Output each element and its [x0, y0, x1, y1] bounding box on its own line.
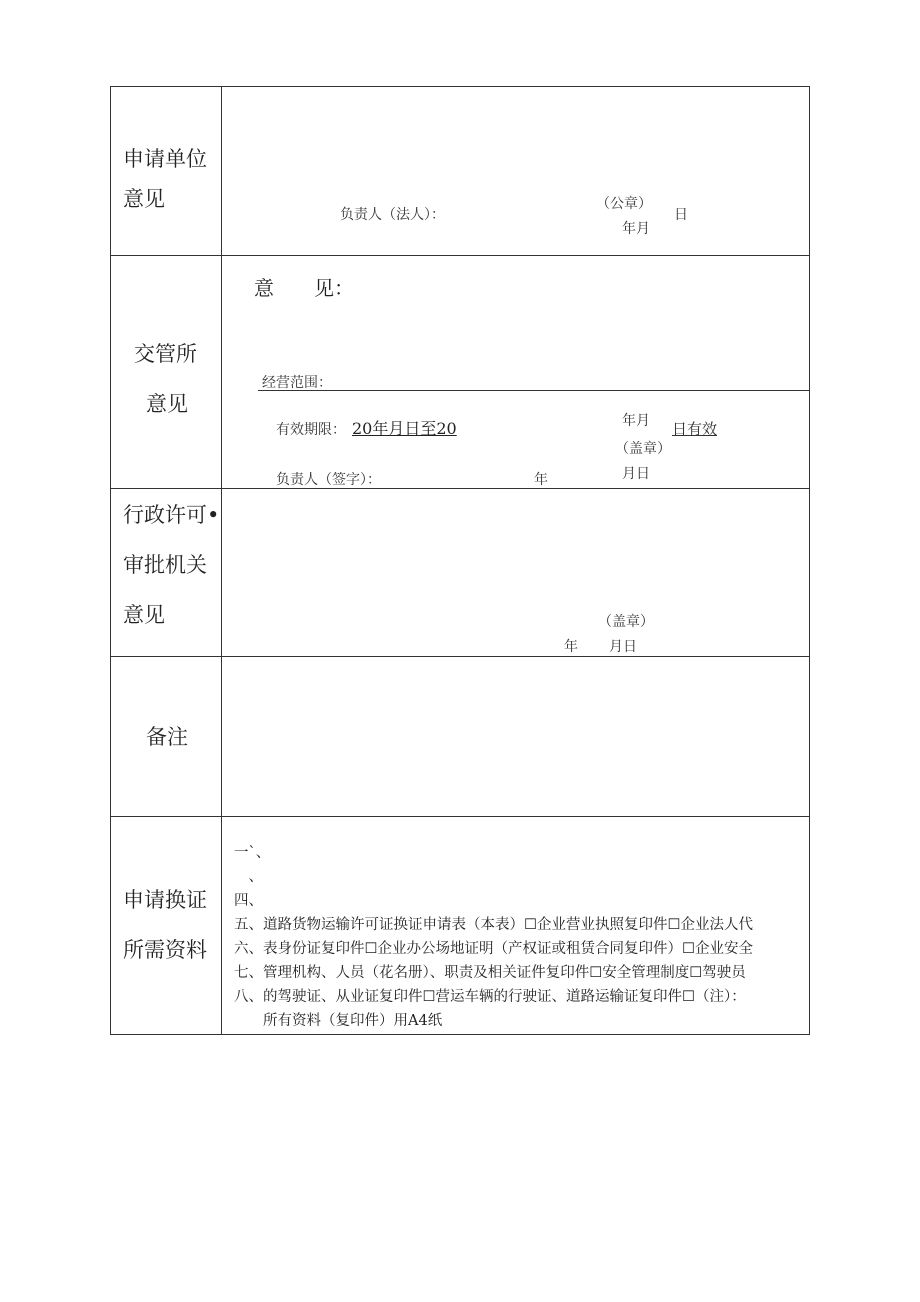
admin-authority-opinion-row — [111, 489, 810, 657]
materials-line-2: 、 — [234, 869, 263, 885]
traffic-office-content-cell[interactable] — [222, 256, 810, 489]
validity-period-end[interactable]: 日有效 — [672, 420, 718, 438]
traffic-office-label-cell — [111, 256, 222, 489]
business-scope-line[interactable] — [258, 390, 809, 391]
traffic-office-date-year: 年 — [534, 472, 548, 488]
permit-renewal-form-table — [110, 86, 810, 1035]
applicant-date-day: 日 — [674, 207, 688, 223]
admin-authority-seal-label: （盖章） — [598, 614, 654, 630]
business-scope-label: 经营范围： — [262, 375, 332, 391]
applicant-opinion-label-cell — [111, 87, 222, 256]
applicant-responsible-label: 负责人（法人）： — [340, 207, 445, 223]
applicant-opinion-row — [111, 87, 810, 256]
admin-authority-date-md: 月日 — [609, 639, 637, 655]
required-materials-content-cell — [222, 817, 810, 1035]
admin-authority-label-cell — [111, 489, 222, 657]
validity-period-value[interactable]: 20年月日至20 — [352, 419, 457, 438]
required-materials-label-line2: 所需资料 — [123, 938, 207, 962]
materials-line-1: 一`、 — [234, 845, 271, 861]
materials-line-7[interactable]: 八、的驾驶证、从业证复印件☐营运车辆的行驶证、道路运输证复印件☐（注）： — [234, 989, 746, 1005]
materials-line-4[interactable]: 五、道路货物运输许可证换证申请表（本表）☐企业营业执照复印件☐企业法人代 — [234, 917, 753, 933]
validity-period-label: 有效期限： — [276, 422, 346, 438]
admin-authority-content-cell[interactable] — [222, 489, 810, 657]
validity-period-ym: 年月 — [622, 413, 650, 429]
applicant-label-line2: 意见 — [123, 187, 165, 211]
applicant-seal-label: （公章） — [596, 196, 652, 212]
applicant-label-line1: 申请单位 — [123, 147, 207, 171]
traffic-office-seal-label: （盖章） — [615, 441, 671, 457]
admin-authority-label-line3: 意见 — [123, 603, 165, 627]
materials-line-8: 所有资料（复印件）用A4纸 — [234, 1013, 443, 1029]
materials-line-6[interactable]: 七、管理机构、人员（花名册）、职责及相关证件复印件☐安全管理制度☐驾驶员 — [234, 965, 746, 981]
traffic-office-date-md: 月日 — [622, 466, 650, 482]
remarks-label: 备注 — [146, 725, 188, 749]
admin-authority-label-line1: 行政许可• — [123, 503, 220, 527]
admin-authority-date-year: 年 — [564, 639, 578, 655]
applicant-date-ym: 年月 — [622, 221, 650, 237]
required-materials-row — [111, 817, 810, 1035]
traffic-office-opinion-row — [111, 256, 810, 489]
required-materials-label-line1: 申请换证 — [123, 888, 207, 912]
remarks-label-cell — [111, 657, 222, 817]
traffic-office-opinion-title: 意 见： — [254, 276, 354, 300]
required-materials-label-cell — [111, 817, 222, 1035]
remarks-row — [111, 657, 810, 817]
applicant-opinion-content-cell[interactable] — [222, 87, 810, 256]
traffic-office-responsible-label: 负责人（签字）： — [276, 472, 381, 488]
materials-line-3: 四、 — [234, 893, 263, 909]
materials-line-5[interactable]: 六、表身份证复印件☐企业办公场地证明（产权证或租赁合同复印件）☐企业安全 — [234, 941, 753, 957]
traffic-office-label-line1: 交管所 — [134, 342, 197, 366]
traffic-office-label-line2: 意见 — [146, 392, 188, 416]
required-materials-list — [234, 841, 753, 1033]
remarks-content-cell[interactable] — [222, 657, 810, 817]
admin-authority-label-line2: 审批机关 — [123, 553, 207, 577]
